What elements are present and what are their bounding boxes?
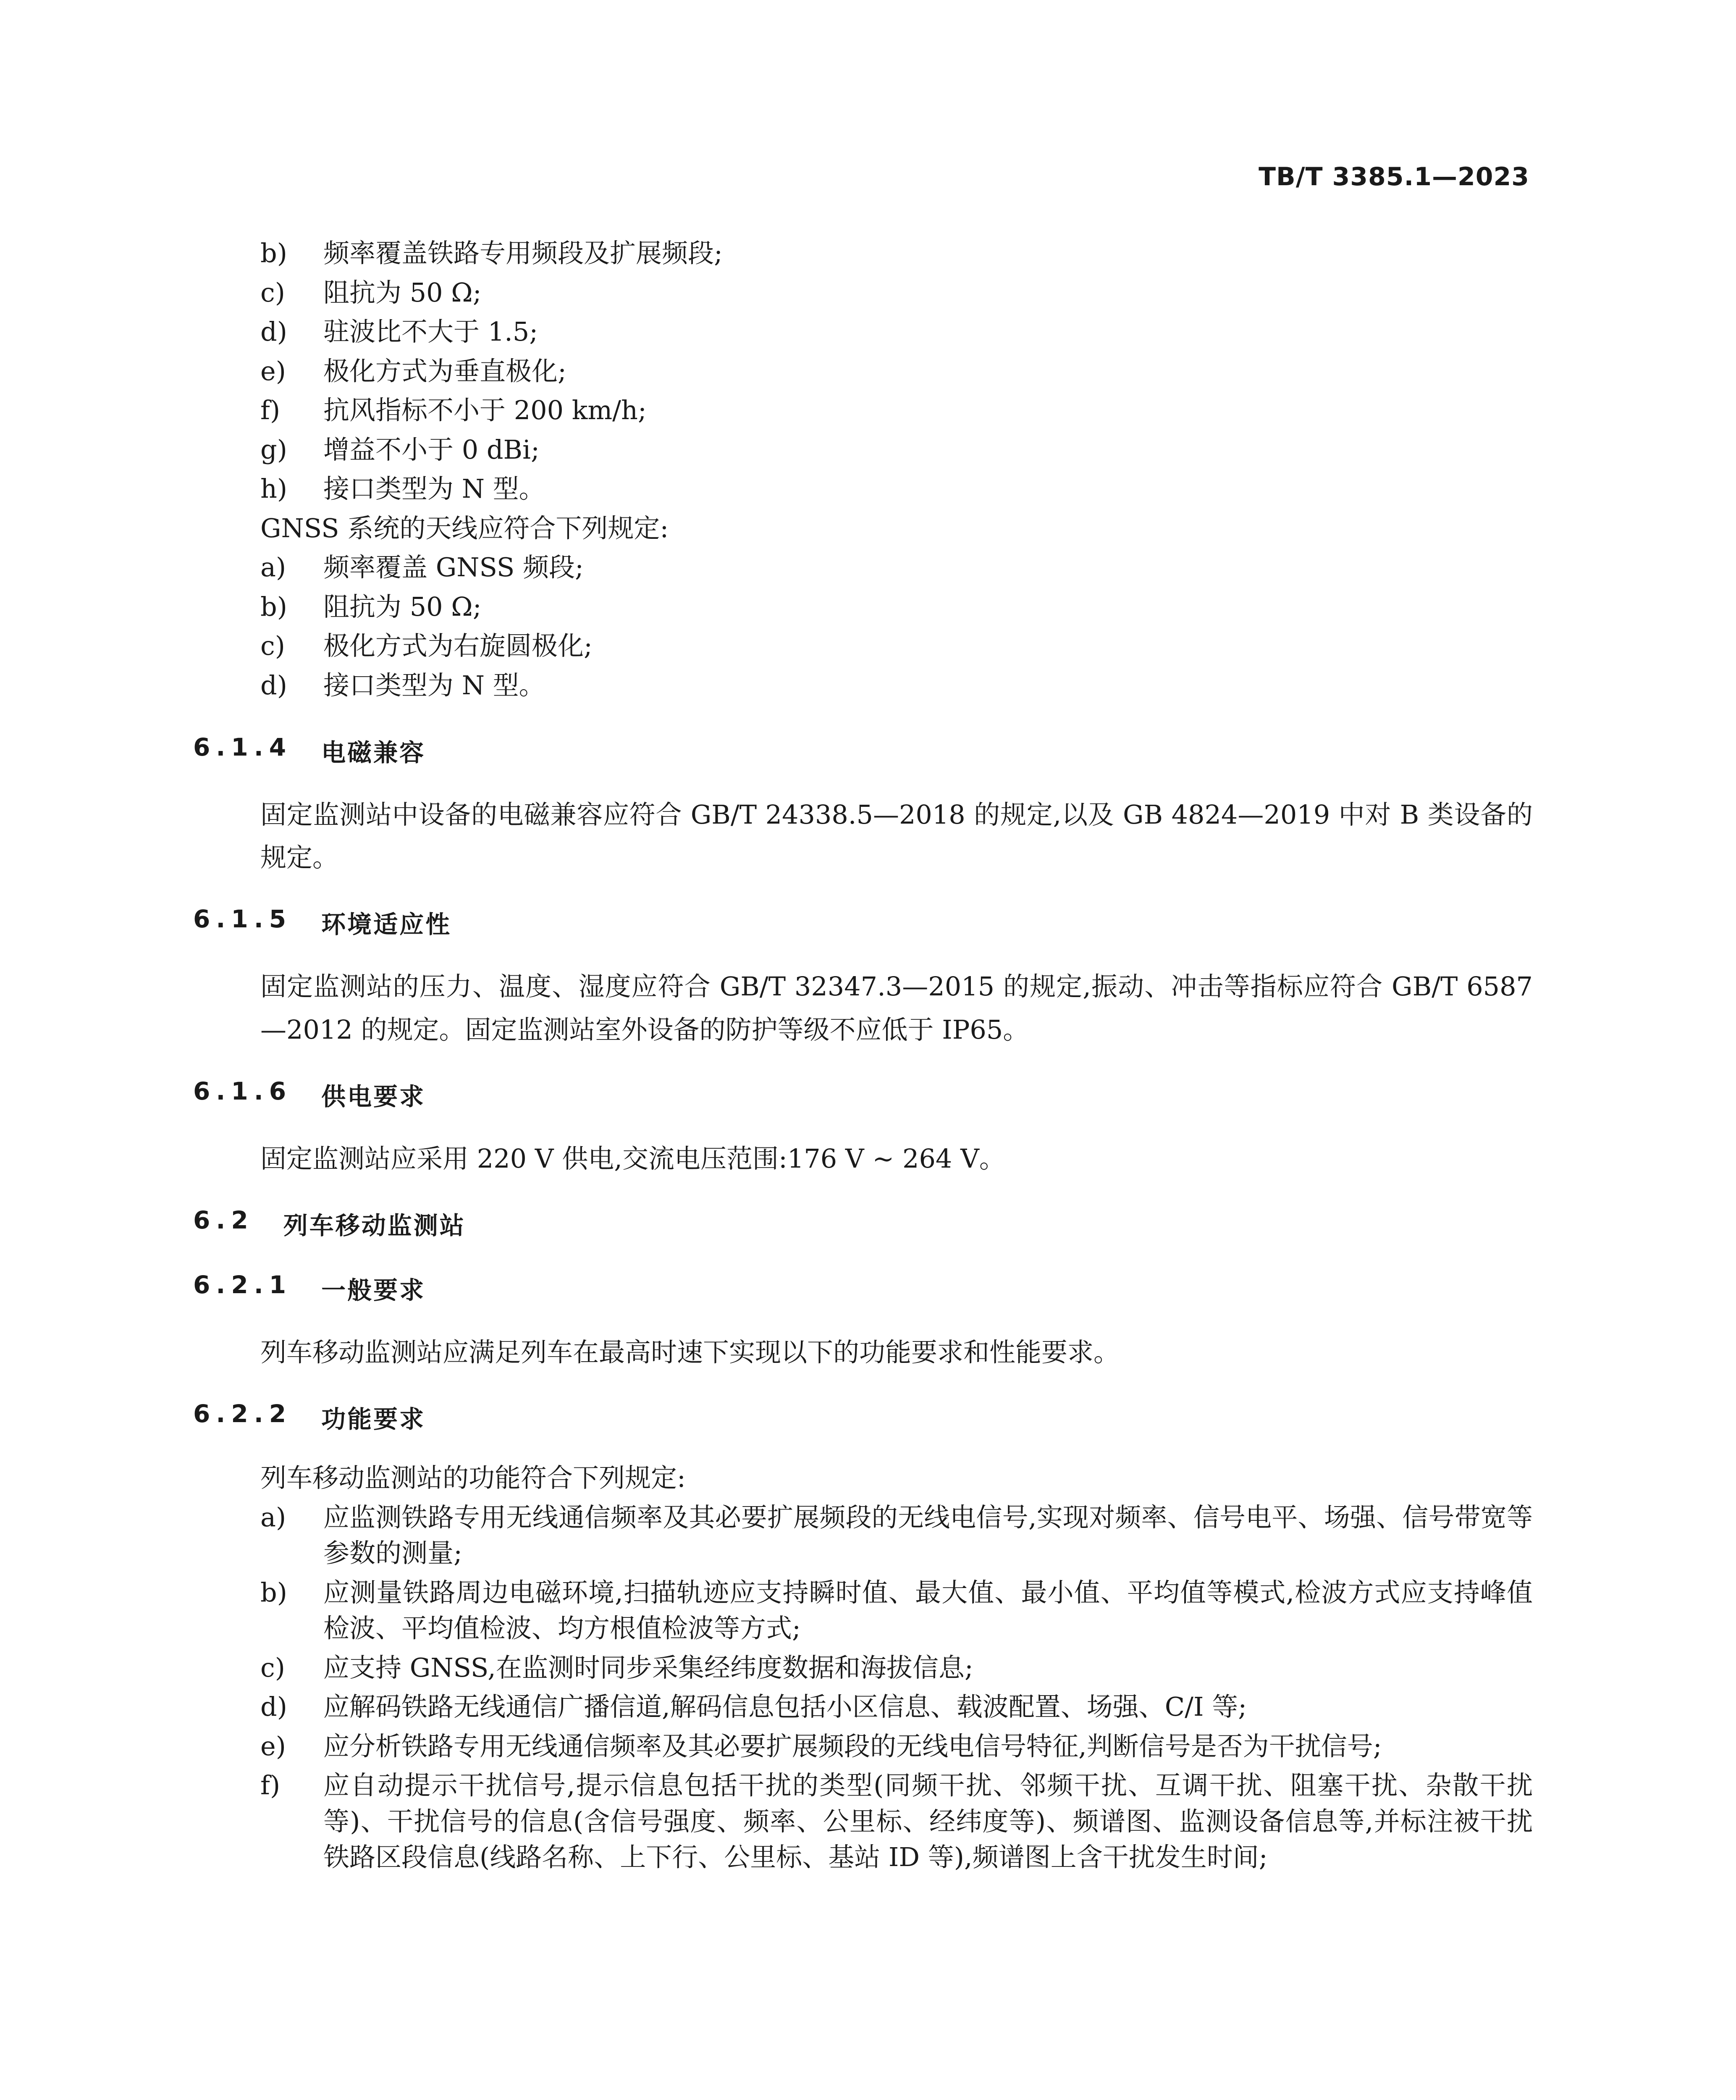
list-marker: a)	[260, 1502, 286, 1533]
list-item	[260, 549, 1533, 585]
list-item	[260, 667, 1533, 704]
list-marker: d)	[260, 1691, 287, 1722]
gnss-antenna-list	[260, 549, 1533, 703]
list-text: 阻抗为 50 Ω;	[323, 277, 482, 308]
list-text: 驻波比不大于 1.5;	[323, 316, 538, 347]
document-number-header: TB/T 3385.1—2023	[1259, 162, 1529, 192]
list-item	[260, 1499, 1533, 1571]
function-requirements-list	[260, 1499, 1533, 1875]
list-text: 抗风指标不小于 200 km/h;	[323, 395, 647, 426]
list-item	[260, 275, 1533, 311]
section-heading-6-2-1: 6.2.1 一般要求	[193, 1270, 426, 1305]
list-marker: c)	[260, 277, 285, 308]
list-marker: b)	[260, 591, 287, 622]
list-marker: a)	[260, 552, 286, 583]
list-text: 极化方式为垂直极化;	[323, 355, 566, 386]
list-marker: c)	[260, 1652, 285, 1683]
list-item	[260, 471, 1533, 507]
antenna-requirements-list	[260, 235, 1533, 507]
list-text: 应解码铁路无线通信广播信道,解码信息包括小区信息、载波配置、场强、C/I 等;	[323, 1691, 1247, 1722]
list-item	[260, 1575, 1533, 1646]
list-text: 极化方式为右旋圆极化;	[323, 630, 593, 662]
list-marker: b)	[260, 238, 287, 268]
list-text: 应监测铁路专用无线通信频率及其必要扩展频段的无线电信号,实现对频率、信号电平、场强、信号带宽等参数的测量;	[323, 1502, 1533, 1569]
list-marker: e)	[260, 355, 286, 386]
section-body-6-1-5: 固定监测站的压力、温度、湿度应符合 GB/T 32347.3—2015 的规定,振动、冲击等指标应符合 GB/T 6587—2012 的规定。固定监测站室外设备的防护等级不应低于 IP65。	[260, 971, 1533, 1045]
list-item	[260, 314, 1533, 350]
list-marker: h)	[260, 473, 288, 504]
list-marker: b)	[260, 1577, 287, 1608]
section-heading-6-2: 6.2 列车移动监测站	[193, 1206, 466, 1240]
list-marker: d)	[260, 316, 287, 347]
list-item	[260, 628, 1533, 664]
list-marker: f)	[260, 395, 281, 426]
list-marker: d)	[260, 670, 287, 701]
list-text: 阻抗为 50 Ω;	[323, 591, 482, 622]
list-item	[260, 392, 1533, 428]
section-body-6-2-1: 列车移动监测站应满足列车在最高时速下实现以下的功能要求和性能要求。	[260, 1337, 1120, 1368]
list-text: 应自动提示干扰信号,提示信息包括干扰的类型(同频干扰、邻频干扰、互调干扰、阻塞干扰、杂散干扰等)、干扰信号的信息(含信号强度、频率、公里标、经纬度等)、频谱图、监测设备信息等,并标注被干扰铁路区段信息(线路名称、上下行、公里标、基站 ID 等),频谱图上含干扰发生时间;	[323, 1770, 1533, 1873]
list-item	[260, 1767, 1533, 1875]
list-text: 频率覆盖铁路专用频段及扩展频段;	[323, 238, 723, 268]
page-content	[193, 235, 1533, 1875]
section-intro-6-2-2: 列车移动监测站的功能符合下列规定:	[260, 1462, 686, 1493]
list-item	[260, 353, 1533, 389]
list-text: 应支持 GNSS,在监测时同步采集经纬度数据和海拔信息;	[323, 1652, 973, 1683]
list-marker: e)	[260, 1730, 286, 1761]
list-item	[260, 1728, 1533, 1764]
list-text: 接口类型为 N 型。	[323, 670, 545, 701]
section-heading-6-1-6: 6.1.6 供电要求	[193, 1077, 426, 1111]
list-marker: c)	[260, 630, 285, 662]
list-text: 应分析铁路专用无线通信频率及其必要扩展频段的无线电信号特征,判断信号是否为干扰信号;	[323, 1730, 1382, 1761]
section-body-6-1-6: 固定监测站应采用 220 V 供电,交流电压范围:176 V ~ 264 V。	[260, 1143, 1005, 1174]
list-item	[260, 235, 1533, 271]
gnss-intro: GNSS 系统的天线应符合下列规定:	[260, 512, 669, 543]
section-heading-6-1-5: 6.1.5 环境适应性	[193, 905, 452, 939]
list-item	[260, 432, 1533, 468]
list-item	[260, 1689, 1533, 1725]
list-marker: g)	[260, 434, 287, 465]
section-heading-6-1-4: 6.1.4 电磁兼容	[193, 732, 426, 767]
list-text: 应测量铁路周边电磁环境,扫描轨迹应支持瞬时值、最大值、最小值、平均值等模式,检波方式应支持峰值检波、平均值检波、均方根值检波等方式;	[323, 1577, 1533, 1644]
section-heading-6-2-2: 6.2.2 功能要求	[193, 1399, 426, 1433]
list-text: 增益不小于 0 dBi;	[323, 434, 540, 465]
list-item	[260, 1650, 1533, 1686]
list-text: 接口类型为 N 型。	[323, 473, 545, 504]
list-marker: f)	[260, 1770, 281, 1801]
list-text: 频率覆盖 GNSS 频段;	[323, 552, 584, 583]
section-body-6-1-4: 固定监测站中设备的电磁兼容应符合 GB/T 24338.5—2018 的规定,以及 GB 4824—2019 中对 B 类设备的规定。	[260, 799, 1533, 873]
list-item	[260, 589, 1533, 625]
